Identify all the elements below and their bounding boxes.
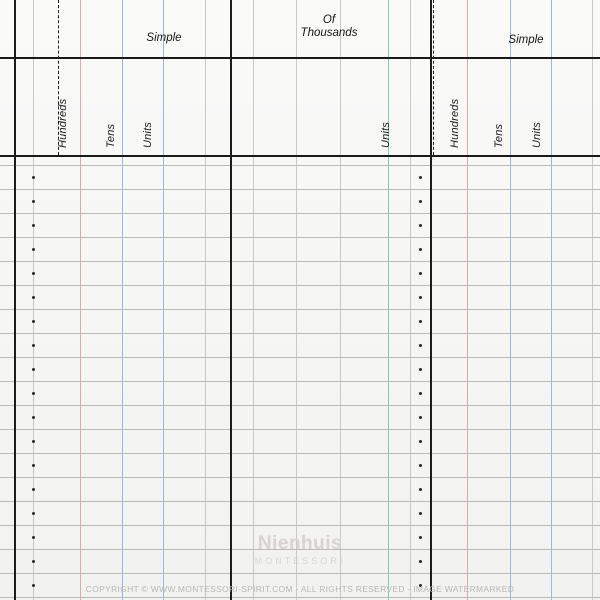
row-line (0, 453, 600, 454)
decimal-dot (419, 200, 422, 203)
decimal-dot (419, 176, 422, 179)
decimal-dot (32, 272, 35, 275)
decimal-dot (419, 464, 422, 467)
column-label-units-left: Units (142, 121, 154, 148)
grid-vline (592, 0, 593, 600)
decimal-dot (32, 224, 35, 227)
row-line (0, 237, 600, 238)
decimal-dot (419, 440, 422, 443)
decimal-dot (419, 536, 422, 539)
row-line (0, 309, 600, 310)
group-header-of-thousands (269, 14, 389, 40)
row-line (0, 573, 600, 574)
grid-vline (122, 0, 123, 600)
decimal-dot (32, 464, 35, 467)
decimal-dot (32, 320, 35, 323)
row-line (0, 597, 600, 598)
heavy-vertical-rule (14, 0, 16, 600)
dashed-vertical-rule (433, 0, 434, 155)
heavy-vertical-rule (230, 0, 232, 600)
row-line (0, 477, 600, 478)
grid-vline (296, 0, 297, 600)
decimal-dot (419, 488, 422, 491)
row-line (0, 165, 600, 166)
grid-vline (388, 0, 389, 600)
watermark-brand: Nienhuis (257, 533, 343, 554)
grid-vline (510, 0, 511, 600)
decimal-dot (32, 440, 35, 443)
group-header-line: Thousands (300, 27, 358, 39)
grid-vline (340, 0, 341, 600)
row-line (0, 189, 600, 190)
group-header-line: Of (322, 14, 336, 26)
decimal-dot (32, 248, 35, 251)
decimal-dot (419, 416, 422, 419)
decimal-dot (32, 488, 35, 491)
grid-vline (253, 0, 254, 600)
decimal-dot (419, 224, 422, 227)
decimal-dot (32, 200, 35, 203)
decimal-dot (419, 248, 422, 251)
row-line (0, 549, 600, 550)
decimal-dot (419, 272, 422, 275)
row-line (0, 525, 600, 526)
column-label-hundreds-left: Hundreds (57, 98, 69, 148)
decimal-dot (419, 392, 422, 395)
watermark-subtitle: MONTESSORI (254, 556, 346, 566)
decimal-dot (32, 176, 35, 179)
column-label-tens-left: Tens (105, 123, 117, 148)
row-line (0, 333, 600, 334)
group-header-simple-left (104, 32, 224, 45)
decimal-dot (32, 416, 35, 419)
column-label-tens-right: Tens (493, 123, 505, 148)
grid-vline (467, 0, 468, 600)
decimal-dot (32, 296, 35, 299)
heavy-horizontal-rule (0, 155, 600, 157)
column-label-units-right: Units (531, 121, 543, 148)
decimal-dot (32, 344, 35, 347)
group-header-line: Simple (508, 34, 544, 46)
grid-vline (205, 0, 206, 600)
group-header-simple-right (466, 34, 586, 47)
decimal-dot (32, 368, 35, 371)
decimal-dot (419, 368, 422, 371)
decimal-dot (32, 392, 35, 395)
decimal-dot (32, 560, 35, 563)
row-line (0, 429, 600, 430)
column-label-units-thousand: Units (380, 121, 392, 148)
grid-vline (163, 0, 164, 600)
heavy-horizontal-rule (0, 57, 600, 59)
decimal-dot (32, 512, 35, 515)
decimal-dot (419, 320, 422, 323)
copyright-notice: COPYRIGHT © WWW.MONTESSORI-SPIRIT.COM - ALL RIGHTS RESERVED - IMAGE WATERMARKED (85, 584, 515, 594)
grid-vline (410, 0, 411, 600)
grid-vline (80, 0, 81, 600)
row-line (0, 213, 600, 214)
row-line (0, 285, 600, 286)
decimal-dot (419, 296, 422, 299)
row-line (0, 357, 600, 358)
grid-vline (551, 0, 552, 600)
decimal-dot (419, 512, 422, 515)
grid-vline (33, 0, 34, 600)
decimal-dot (419, 560, 422, 563)
decimal-dot (32, 536, 35, 539)
decimal-dot (419, 344, 422, 347)
row-line (0, 261, 600, 262)
row-line (0, 381, 600, 382)
column-label-hundreds-right: Hundreds (449, 98, 461, 148)
heavy-vertical-rule (430, 0, 432, 600)
row-line (0, 501, 600, 502)
row-line (0, 405, 600, 406)
group-header-line: Simple (146, 32, 182, 44)
